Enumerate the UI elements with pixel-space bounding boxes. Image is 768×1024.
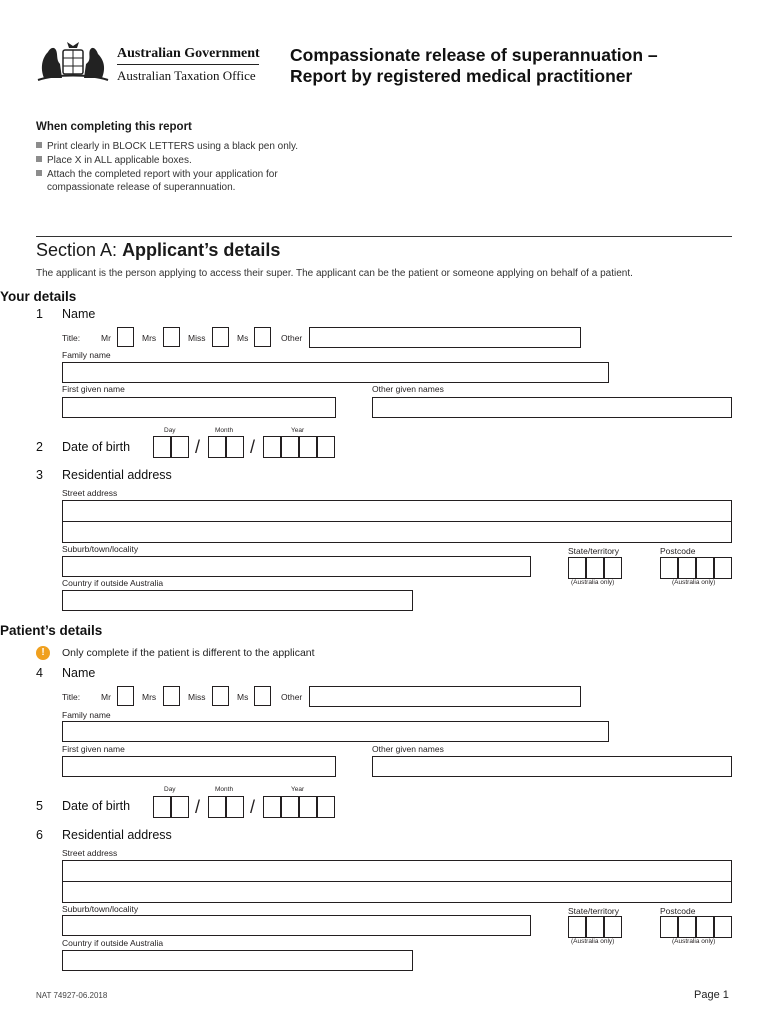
other-title-field[interactable] bbox=[309, 327, 581, 348]
agency-name: Australian Government bbox=[117, 46, 260, 61]
instruction-item: Print clearly in BLOCK LETTERS using a black pen only. bbox=[36, 140, 298, 153]
other-given-names-field[interactable] bbox=[372, 397, 732, 418]
postcode-digit[interactable] bbox=[660, 916, 678, 938]
dob-year-digit[interactable] bbox=[317, 796, 335, 818]
question-number: 1 bbox=[36, 307, 43, 321]
state-char[interactable] bbox=[568, 557, 586, 579]
country-field[interactable] bbox=[62, 590, 413, 611]
mrs-checkbox[interactable] bbox=[163, 327, 180, 347]
dob-day-digit[interactable] bbox=[171, 796, 189, 818]
month-label: Month bbox=[215, 427, 234, 434]
mrs-checkbox[interactable] bbox=[163, 686, 180, 706]
family-name-label: Family name bbox=[62, 350, 111, 360]
postcode-note: (Australia only) bbox=[672, 579, 716, 586]
street-address-line1[interactable] bbox=[62, 860, 732, 882]
other-label: Other bbox=[281, 333, 303, 343]
state-label: State/territory bbox=[568, 906, 620, 916]
state-char[interactable] bbox=[586, 916, 604, 938]
dob-year-digit[interactable] bbox=[263, 796, 281, 818]
dob-month-digit[interactable] bbox=[226, 796, 244, 818]
question-number: 5 bbox=[36, 799, 43, 813]
suburb-field[interactable] bbox=[62, 915, 531, 936]
question-number: 2 bbox=[36, 440, 43, 454]
day-label: Day bbox=[164, 427, 176, 434]
state-label: State/territory bbox=[568, 546, 620, 556]
country-label: Country if outside Australia bbox=[62, 938, 164, 948]
first-given-name-label: First given name bbox=[62, 384, 125, 394]
bullet-icon bbox=[36, 170, 42, 176]
mr-checkbox[interactable] bbox=[117, 686, 134, 706]
instruction-item-continued: compassionate release of superannuation. bbox=[47, 182, 236, 193]
exclamation-icon: ! bbox=[36, 646, 50, 660]
your-details-heading: Your details bbox=[0, 289, 77, 304]
state-char[interactable] bbox=[568, 916, 586, 938]
dob-month-digit[interactable] bbox=[208, 796, 226, 818]
dob-month-digit[interactable] bbox=[208, 436, 226, 458]
country-label: Country if outside Australia bbox=[62, 578, 164, 588]
section-a-description: The applicant is the person applying to access their super. The applicant can be the patient or someone applying on behalf of a patient. bbox=[36, 268, 633, 279]
dob-year-digit[interactable] bbox=[281, 796, 299, 818]
section-divider bbox=[36, 236, 732, 237]
state-note: (Australia only) bbox=[571, 938, 615, 945]
miss-checkbox[interactable] bbox=[212, 327, 229, 347]
question-number: 3 bbox=[36, 468, 43, 482]
dob-day-digit[interactable] bbox=[153, 796, 171, 818]
bullet-icon bbox=[36, 156, 42, 162]
dob-year-digit[interactable] bbox=[263, 436, 281, 458]
instruction-item: Attach the completed report with your application for bbox=[36, 168, 278, 181]
ms-checkbox[interactable] bbox=[254, 327, 271, 347]
state-char[interactable] bbox=[586, 557, 604, 579]
family-name-label: Family name bbox=[62, 710, 111, 720]
mr-label: Mr bbox=[101, 692, 111, 702]
dob-year-digit[interactable] bbox=[299, 796, 317, 818]
bullet-icon bbox=[36, 142, 42, 148]
date-separator: / bbox=[195, 797, 201, 817]
dob-day-digit[interactable] bbox=[171, 436, 189, 458]
other-given-names-label: Other given names bbox=[372, 744, 444, 754]
suburb-label: Suburb/town/locality bbox=[62, 544, 139, 554]
street-address-line2[interactable] bbox=[62, 521, 732, 543]
patient-details-heading: Patient’s details bbox=[0, 623, 103, 638]
state-char[interactable] bbox=[604, 557, 622, 579]
question-number: 4 bbox=[36, 666, 43, 680]
postcode-digit[interactable] bbox=[714, 916, 732, 938]
first-given-name-field[interactable] bbox=[62, 397, 336, 418]
postcode-digit[interactable] bbox=[696, 916, 714, 938]
question-label-address: Residential address bbox=[62, 468, 172, 482]
ms-label: Ms bbox=[237, 692, 249, 702]
question-number: 6 bbox=[36, 828, 43, 842]
postcode-digit[interactable] bbox=[678, 916, 696, 938]
street-address-label: Street address bbox=[62, 488, 118, 498]
postcode-digit[interactable] bbox=[696, 557, 714, 579]
dob-day-digit[interactable] bbox=[153, 436, 171, 458]
question-label-dob: Date of birth bbox=[62, 799, 131, 813]
other-given-names-field[interactable] bbox=[372, 756, 732, 777]
family-name-field[interactable] bbox=[62, 362, 609, 383]
suburb-field[interactable] bbox=[62, 556, 531, 577]
family-name-field[interactable] bbox=[62, 721, 609, 742]
agency-divider bbox=[117, 64, 259, 65]
suburb-label: Suburb/town/locality bbox=[62, 904, 139, 914]
ms-label: Ms bbox=[237, 333, 249, 343]
state-note: (Australia only) bbox=[571, 579, 615, 586]
postcode-digit[interactable] bbox=[714, 557, 732, 579]
question-label-name: Name bbox=[62, 666, 96, 680]
year-label: Year bbox=[291, 427, 305, 434]
mr-label: Mr bbox=[101, 333, 111, 343]
year-label: Year bbox=[291, 786, 305, 793]
mrs-label: Mrs bbox=[142, 692, 157, 702]
title-label: Title: bbox=[62, 333, 81, 343]
date-separator: / bbox=[250, 437, 256, 457]
first-given-name-field[interactable] bbox=[62, 756, 336, 777]
patient-notice: Only complete if the patient is different to the applicant bbox=[62, 647, 315, 659]
other-title-field[interactable] bbox=[309, 686, 581, 707]
coat-of-arms-logo bbox=[36, 38, 110, 82]
instructions-heading: When completing this report bbox=[36, 121, 192, 133]
dob-year-digit[interactable] bbox=[281, 436, 299, 458]
dob-year-digit[interactable] bbox=[317, 436, 335, 458]
postcode-digit[interactable] bbox=[660, 557, 678, 579]
street-address-line1[interactable] bbox=[62, 500, 732, 522]
question-label-address: Residential address bbox=[62, 828, 172, 842]
postcode-label: Postcode bbox=[660, 546, 696, 556]
date-separator: / bbox=[250, 797, 256, 817]
state-char[interactable] bbox=[604, 916, 622, 938]
dob-month-digit[interactable] bbox=[226, 436, 244, 458]
month-label: Month bbox=[215, 786, 234, 793]
first-given-name-label: First given name bbox=[62, 744, 125, 754]
miss-label: Miss bbox=[188, 692, 206, 702]
postcode-label: Postcode bbox=[660, 906, 696, 916]
instruction-item: Place X in ALL applicable boxes. bbox=[36, 154, 192, 167]
other-label: Other bbox=[281, 692, 303, 702]
mrs-label: Mrs bbox=[142, 333, 157, 343]
miss-checkbox[interactable] bbox=[212, 686, 229, 706]
agency-office-name: Australian Taxation Office bbox=[117, 68, 256, 83]
miss-label: Miss bbox=[188, 333, 206, 343]
form-code: NAT 74927-06.2018 bbox=[36, 991, 108, 1000]
question-label-dob: Date of birth bbox=[62, 440, 131, 454]
date-separator: / bbox=[195, 437, 201, 457]
street-address-line2[interactable] bbox=[62, 881, 732, 903]
title-label: Title: bbox=[62, 692, 81, 702]
page-number: Page 1 bbox=[694, 989, 729, 1001]
dob-year-digit[interactable] bbox=[299, 436, 317, 458]
day-label: Day bbox=[164, 786, 176, 793]
ms-checkbox[interactable] bbox=[254, 686, 271, 706]
mr-checkbox[interactable] bbox=[117, 327, 134, 347]
question-label-name: Name bbox=[62, 307, 96, 321]
country-field[interactable] bbox=[62, 950, 413, 971]
street-address-label: Street address bbox=[62, 848, 118, 858]
postcode-digit[interactable] bbox=[678, 557, 696, 579]
other-given-names-label: Other given names bbox=[372, 384, 444, 394]
postcode-note: (Australia only) bbox=[672, 938, 716, 945]
section-a-title: Section A: Applicant’s details bbox=[36, 240, 281, 260]
form-title: Compassionate release of superannuation – Report by registered medical practitioner bbox=[290, 45, 658, 86]
